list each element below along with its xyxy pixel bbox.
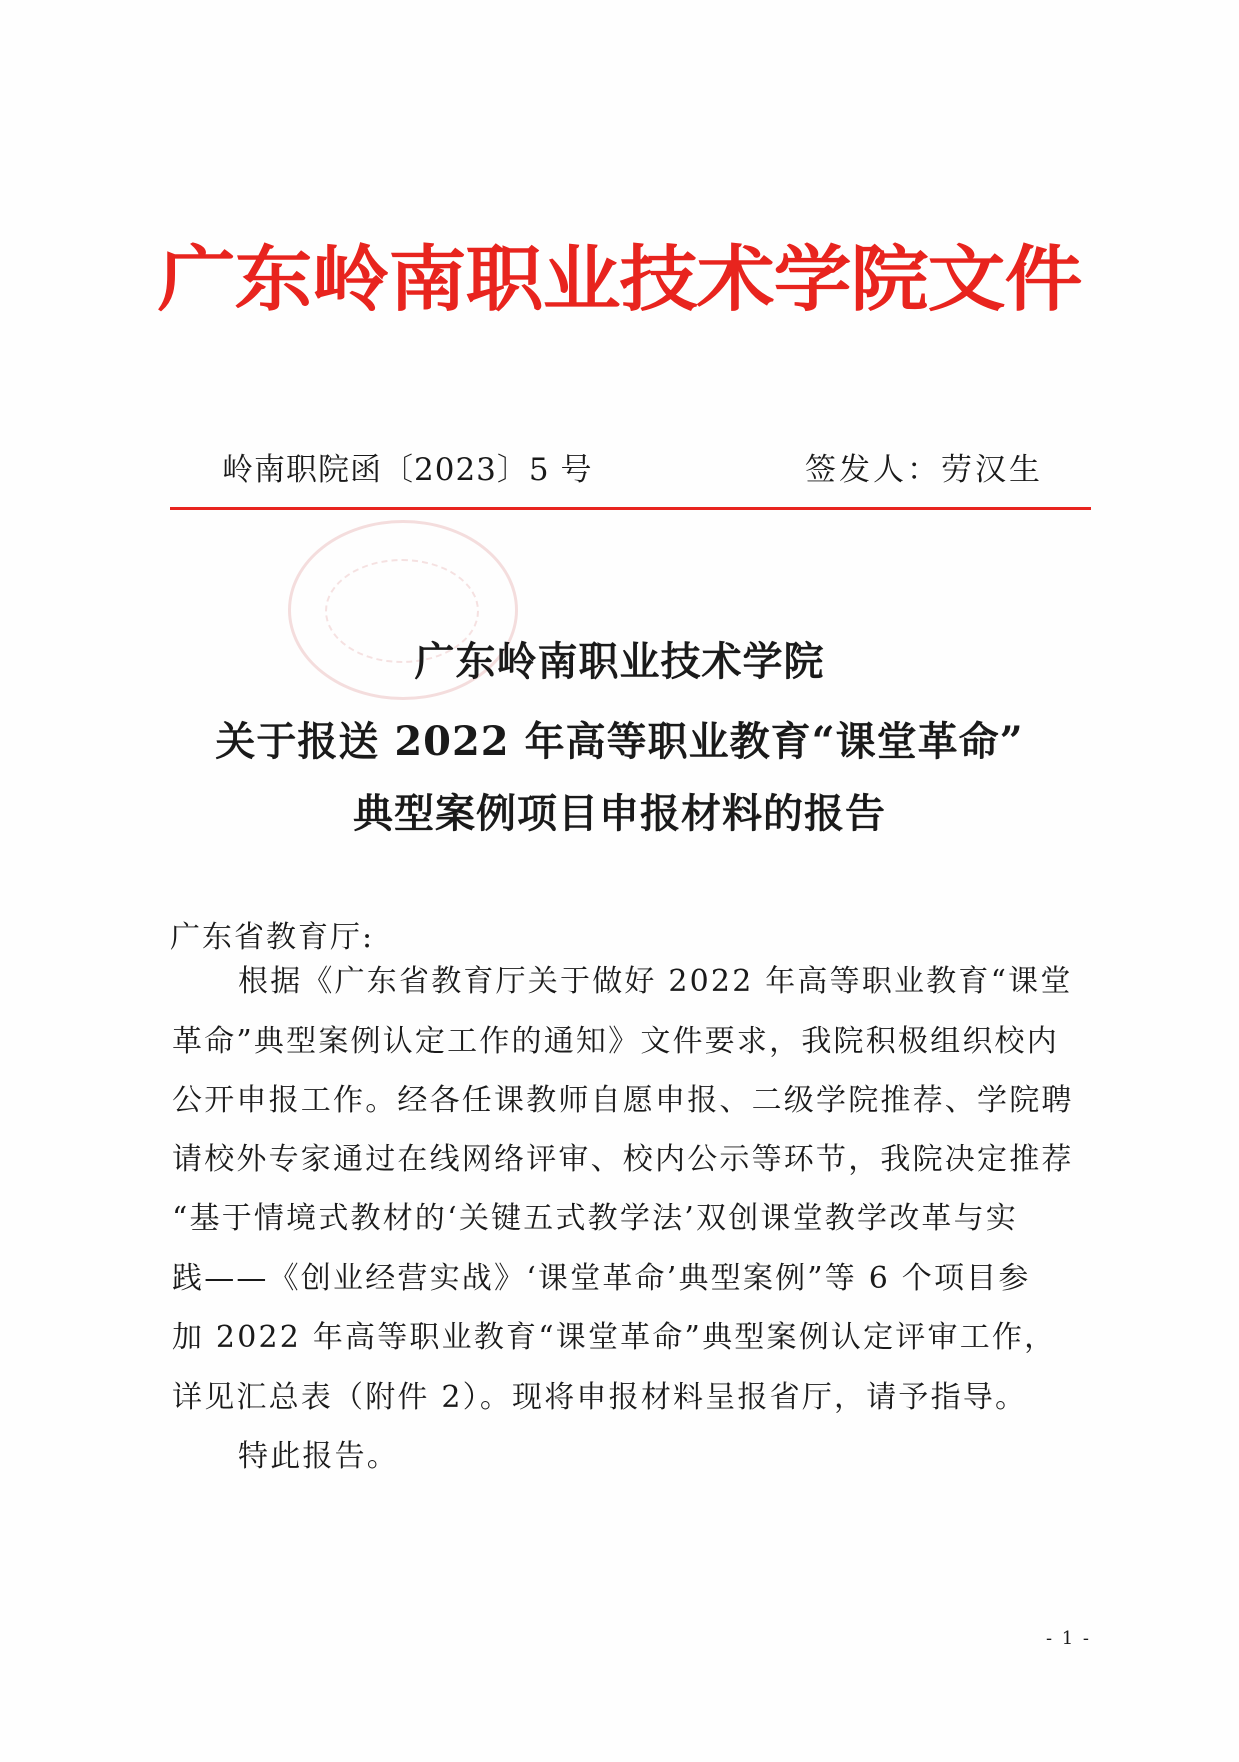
page-number: - 1 - bbox=[1045, 1628, 1091, 1649]
body-line: 践——《创业经营实战》‘课堂革命’典型案例”等 6 个项目参 bbox=[172, 1261, 1031, 1296]
body-line: 详见汇总表（附件 2）。现将申报材料呈报省厅，请予指导。 bbox=[172, 1380, 1028, 1415]
body-line: 请校外专家通过在线网络评审、校内公示等环节，我院决定推荐 bbox=[172, 1142, 1074, 1177]
body-line: 公开申报工作。经各任课教师自愿申报、二级学院推荐、学院聘 bbox=[172, 1083, 1074, 1118]
report-title-line-1: 广东岭南职业技术学院 bbox=[414, 638, 825, 685]
signer: 签发人：劳汉生 bbox=[805, 452, 1043, 488]
body-line: “基于情境式教材的‘关键五式教学法’双创课堂教学改革与实 bbox=[172, 1201, 1019, 1236]
report-title-line-2: 关于报送 2022 年高等职业教育“课堂革命” bbox=[215, 718, 1024, 765]
salutation: 广东省教育厅: bbox=[170, 920, 375, 955]
red-divider-line bbox=[170, 507, 1091, 510]
report-title-line-3: 典型案例项目申报材料的报告 bbox=[353, 790, 886, 837]
issuer-title-text: 广东岭南职业技术学院文件 bbox=[157, 238, 1082, 322]
document-number: 岭南职院函〔2023〕5 号 bbox=[222, 452, 593, 488]
closing-line: 特此报告。 bbox=[238, 1439, 399, 1474]
body-line: 革命”典型案例认定工作的通知》文件要求，我院积极组织校内 bbox=[172, 1024, 1059, 1059]
issuer-title bbox=[0, 239, 1239, 322]
body-line: 加 2022 年高等职业教育“课堂革命”典型案例认定评审工作， bbox=[172, 1320, 1057, 1355]
body-line: 根据《广东省教育厅关于做好 2022 年高等职业教育“课堂 bbox=[238, 964, 1073, 999]
